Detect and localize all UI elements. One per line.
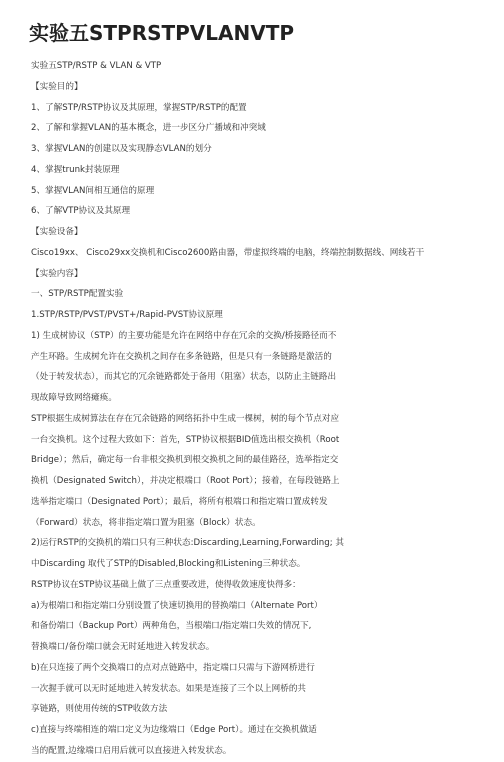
document-line: c)直接与终端相连的端口定义为边缘端口（Edge Port）。通过在交换机做适 xyxy=(31,725,317,735)
document-line: 一台交换机。这个过程大致如下：首先，STP协议根据BID值选出根交换机（Root xyxy=(31,434,340,445)
document-line: 1、了解STP/RSTP协议及其原理，掌握STP/RSTP的配置 xyxy=(31,102,247,113)
document-line: 当的配置,边缘端口启用后就可以直接进入转发状态。 xyxy=(31,745,232,756)
document-title: 实验五STPRSTPVLANVTP xyxy=(29,21,295,45)
document-line: b)在只连接了两个交换端口的点对点链路中，指定端口只需与下游网桥进行 xyxy=(31,662,315,673)
document-line: 5、掌握VLAN间相互通信的原理 xyxy=(31,185,155,196)
document-line: 现故障导致网络瘫痪。 xyxy=(31,393,117,403)
document-line: 【实验内容】 xyxy=(31,268,83,279)
document-line: 享链路，则使用传统的STP收敛方法 xyxy=(31,704,168,715)
document-line: 替换端口/备份端口就会无时延地进入转发状态。 xyxy=(31,642,215,652)
document-line: 一、STP/RSTP配置实验 xyxy=(31,289,124,300)
document-line: STP根据生成树算法在存在冗余链路的网络拓扑中生成一棵树，树的每个节点对应 xyxy=(31,413,340,424)
document-line: Cisco19xx、 Cisco29xx交换机和Cisco2600路由器，带虚拟终端的电脑，终端控制数据线、网线若干 xyxy=(31,247,425,258)
document-line: 选举指定端口（Designated Port）；最后，将所有根端口和指定端口置成转发 xyxy=(31,496,328,507)
document-line: （处于转发状态），而其它的冗余链路都处于备用（阻塞）状态，以防止主链路出 xyxy=(31,372,337,383)
document-line: （Forward）状态，将非指定端口置为阻塞（Block）状态。 xyxy=(31,517,261,528)
document-line: Bridge）；然后，确定每一台非根交换机到根交换机之间的最佳路径，选举指定交 xyxy=(31,455,339,466)
document-line: 【实验设备】 xyxy=(31,227,83,237)
document-body xyxy=(31,56,481,762)
document-line: 中Discarding 取代了STP的Disabled,Blocking和Listening三种状态。 xyxy=(31,559,306,569)
document-line: 6、了解VTP协议及其原理 xyxy=(31,206,131,217)
document-line: 产生环路。生成树允许在交换机之间存在多条链路，但是只有一条链路是激活的 xyxy=(31,351,332,362)
document-line: 实验五STP/RSTP & VLAN & VTP xyxy=(31,61,162,71)
document-line: 和备份端口（Backup Port）两种角色，当根端口/指定端口失效的情况下, xyxy=(31,621,312,632)
document-line: 一次握手就可以无时延地进入转发状态。如果是连接了三个以上网桥的共 xyxy=(31,683,307,694)
document-line: RSTP协议在STP协议基础上做了三点重要改进，使得收敛速度快得多： xyxy=(31,579,301,590)
document-line: 【实验目的】 xyxy=(31,81,83,92)
document-line: 1) 生成树协议（STP）的主要功能是允许在网络中存在冗余的交换/桥接路径而不 xyxy=(31,330,337,341)
document-line: 3、掌握VLAN的创建以及实现静态VLAN的划分 xyxy=(31,144,212,154)
document-line: 1.STP/RSTP/PVST/PVST+/Rapid-PVST协议原理 xyxy=(31,310,223,320)
document-line: 2、了解和掌握VLAN的基本概念，进一步区分广播域和冲突域 xyxy=(31,123,266,134)
document-line: 2)运行RSTP的交换机的端口只有三种状态:Discarding,Learning,Forwarding; 其 xyxy=(31,538,344,549)
document-line: a)为根端口和指定端口分别设置了快速切换用的替换端口（Alternate Port） xyxy=(31,600,323,611)
document-line: 换机（Designated Switch），并决定根端口（Root Port）；接着，在每段链路上 xyxy=(31,476,340,486)
document-line: 4、掌握trunk封装原理 xyxy=(31,164,120,175)
